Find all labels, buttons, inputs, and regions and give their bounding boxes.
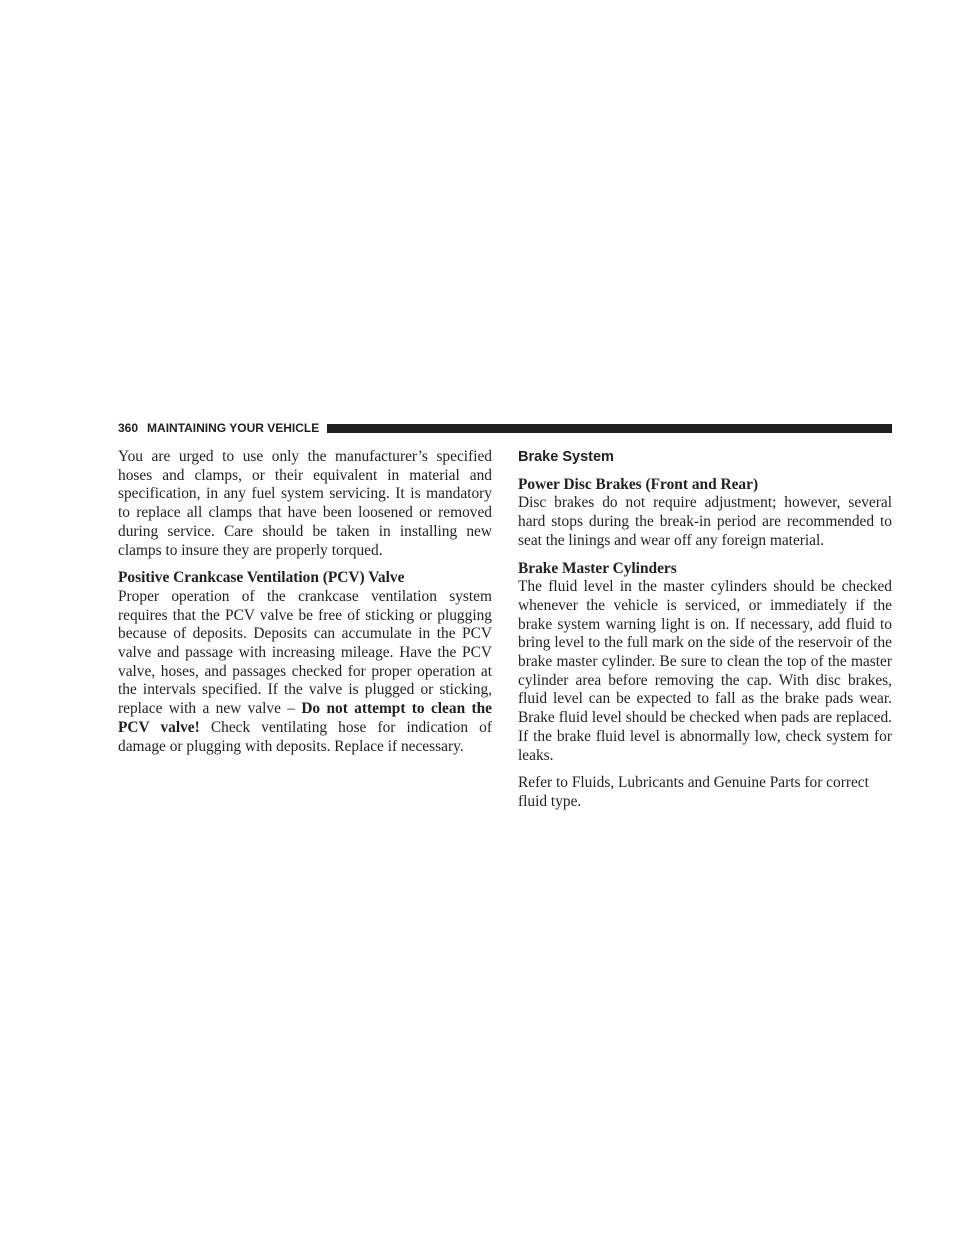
- brake-system-heading: Brake System: [518, 449, 614, 465]
- disc-brakes-heading: Power Disc Brakes (Front and Rear): [518, 475, 759, 493]
- master-cylinders-paragraph: The fluid level in the master cylinders should be checked whenever the vehicle is serviced, or immediately if the brake system warning light is on. If necessary, add fluid to bring level to the full mark on the side of the reservoir of the brake master cylinder. Be sure to clean the top of the master cylinder area before removing the cap. With disc brakes, fluid level can be expected to fall as the brake pads wear. Brake fluid level should be checked when pads are replaced. If the brake fluid level is abnormally low, check system for leaks.: [518, 578, 892, 764]
- disc-brakes-paragraph: Disc brakes do not require adjustment; however, several hard stops during the break-in period are recommended to seat the linings and wear off any foreign material.: [518, 494, 892, 549]
- master-cylinders-heading: Brake Master Cylinders: [518, 559, 677, 577]
- left-column: [118, 448, 492, 756]
- running-section-title: MAINTAINING YOUR VEHICLE: [147, 421, 320, 435]
- pcv-valve-paragraph: [118, 588, 492, 756]
- page-header: [118, 420, 892, 436]
- fluid-reference-paragraph: Refer to Fluids, Lubricants and Genuine Parts for correct fluid type.: [518, 774, 869, 810]
- pcv-warning-text: Do not attempt to clean the PCV valve!: [118, 700, 492, 736]
- pcv-body-text: Proper operation of the crankcase ventilation system requires that the PCV valve be free of sticking or plugging because of deposits. Deposits can accumulate in the PCV valve and passage with increasing mileage. Have the PCV valve, hoses, and passages checked for proper operation at the intervals specified. If the valve is plugged or sticking, replace with a new valve –: [118, 587, 492, 718]
- right-column: [518, 448, 892, 812]
- page-number: 360: [118, 421, 139, 435]
- pcv-body-text-continued: Check ventilating hose for indication of damage or plugging with deposits. Replace if necessary.: [118, 718, 492, 755]
- header-rule: [327, 424, 892, 433]
- pcv-valve-heading: Positive Crankcase Ventilation (PCV) Valve: [118, 569, 405, 587]
- fuel-hoses-paragraph: You are urged to use only the manufacturer’s specified hoses and clamps, or their equivalent in material and specification, in any fuel system servicing. It is mandatory to replace all clamps that have been loosened or removed during service. Care should be taken in installing new clamps to insure they are properly torqued.: [118, 448, 492, 559]
